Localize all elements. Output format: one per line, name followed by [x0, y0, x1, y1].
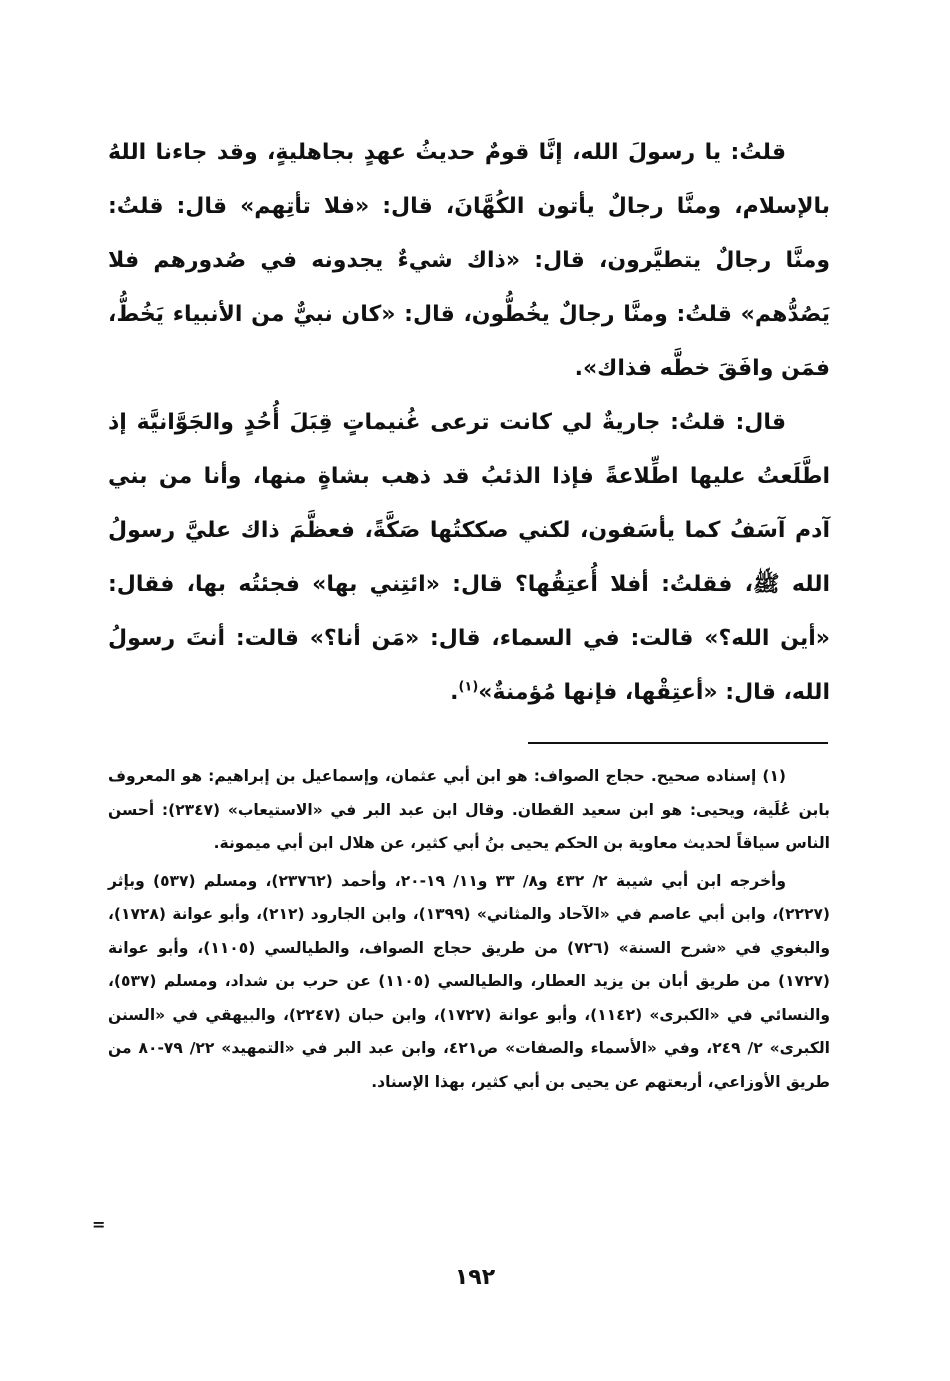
main-paragraph-1: قلتُ: يا رسولَ الله، إنَّا قومٌ حديثُ عهدٍ بجاهليةٍ، وقد جاءنا اللهُ بالإسلام، ومنَّا رجالٌ يأتون الكُهَّانَ، قال: «فلا تأتِهم» قال: قلتُ: ومنَّا رجالٌ يتطيَّرون، قال: «ذاك شيءٌ يجدونه في صُدورهم فلا يَصُدُّهم» قلتُ: ومنَّا رجالٌ يخُطُّون، قال: «كان نبيٌّ من الأنبياء يَخُطُّ، فمَن وافَقَ خطَّه فذاك». — [108, 140, 830, 381]
footnotes — [108, 760, 830, 1099]
footnote-reference: (١) — [458, 679, 479, 695]
continuation-mark: = — [92, 1215, 106, 1234]
main-text — [108, 126, 830, 720]
footnote-separator — [528, 742, 828, 744]
page-number: ١٩٢ — [454, 1265, 496, 1290]
main-paragraph-2 — [108, 396, 830, 720]
main-paragraph-2-text: قال: قلتُ: جاريةٌ لي كانت ترعى غُنيماتٍ قِبَلَ أُحُدٍ والجَوَّانيَّة إذ اطَّلَعتُ عليها اطِّلاعةً فإذا الذئبُ قد ذهب بشاةٍ منها، وأنا من بني آدم آسَفُ كما يأسَفون، لكني صككتُها صَكَّةً، فعظَّمَ ذاك عليَّ رسولُ الله ﷺ، فقلتُ: أفلا أُعتِقُها؟ قال: «ائتِني بها» فجئتُه بها، فقال: «أين الله؟» قالت: في السماء، قال: «مَن أنا؟» قالت: أنتَ رسولُ الله، قال: «أعتِقْها، فإنها مُؤمنةٌ» — [108, 410, 830, 705]
main-paragraph-2-end: . — [450, 680, 459, 705]
footnote-1-continued: وأخرجه ابن أبي شيبة ٢/ ٤٣٢ و٨/ ٣٣ و١١/ ١٩-٢٠، وأحمد (٢٣٧٦٢)، ومسلم (٥٣٧) وبإثر (٢٢٢٧)، وابن أبي عاصم في «الآحاد والمثاني» (١٣٩٩)، وابن الجارود (٢١٢)، وأبو عوانة (١٧٢٨)، والبغوي في «شرح السنة» (٧٢٦) من طريق حجاج الصواف، والطيالسي (١١٠٥)، وأبو عوانة (١٧٢٧) من طريق أبان بن يزيد العطار، والطيالسي (١١٠٥) عن حرب بن شداد، ومسلم (٥٣٧)، والنسائي في «الكبرى» (١١٤٢)، وأبو عوانة (١٧٢٧)، وابن حبان (٢٢٤٧)، والبيهقي في «السنن الكبرى» ٢/ ٢٤٩، وفي «الأسماء والصفات» ص٤٢١، وابن عبد البر في «التمهيد» ٢٢/ ٧٩-٨٠ من طريق الأوزاعي، أربعتهم عن يحيى بن أبي كثير، بهذا الإسناد. — [108, 871, 831, 1091]
footnote-1: (١) إسناده صحيح. حجاج الصواف: هو ابن أبي عثمان، وإسماعيل بن إبراهيم: هو المعروف بابن عُلَية، ويحيى: هو ابن سعيد القطان. وقال ابن عبد البر في «الاستيعاب» (٢٣٤٧): أحسن الناس سياقاً لحديث معاوية بن الحكم يحيى بنُ أبي كثير، عن هلال ابن أبي ميمونة. — [108, 767, 830, 852]
